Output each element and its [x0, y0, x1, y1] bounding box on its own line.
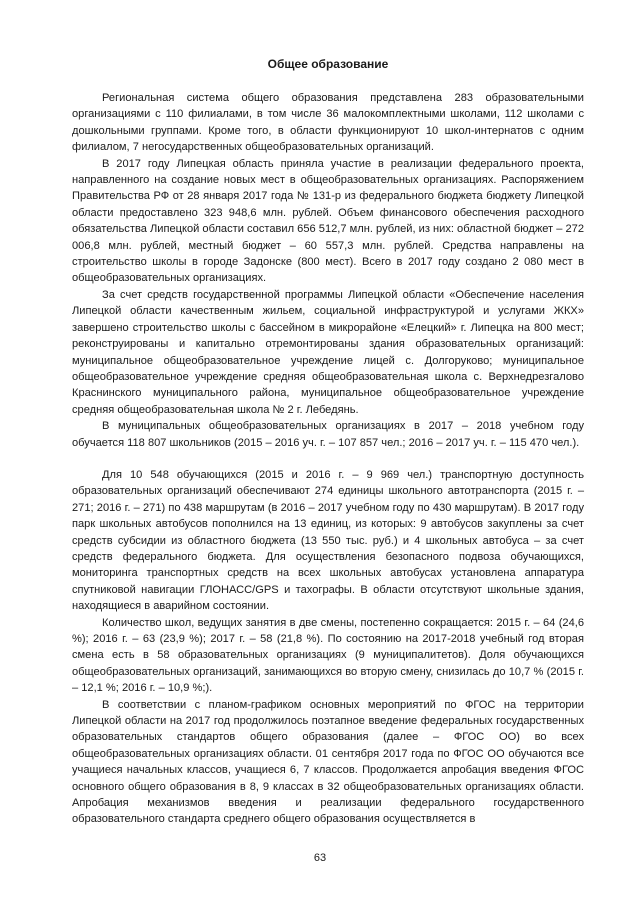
section-heading: Общее образование — [267, 57, 389, 71]
document-page — [72, 56, 584, 856]
paragraph-state-program: За счет средств государственной программы Липецкой области «Обеспечение населения Липецкой области качественным жильем, социальной инфраструктурой и услугами ЖКХ» завершено строительство школы с бассейном в микрорайоне «Елецкий» г. Липецка на 800 мест; реконструированы и капитально отремонтированы здания образовательных организаций: муниципальное общеобразовательное учреждение лицей с. Долгоруково; муниципальное общеобразовательное учреждение средняя общеобразовательная школа с. Верхнедрезгалово Краснинского муниципального района, муниципальное общеобразовательное учреждение средняя общеобразовательная школа № 2 г. Лебедянь. — [72, 288, 584, 416]
paragraph-fgos: В соответствии с планом-графиком основных мероприятий по ФГОС на территории Липецкой области на 2017 год продолжилось поэтапное введение федеральных государственных образовательных стандартов общего образования (далее – ФГОС ОО) во всех общеобразовательных организациях области. 01 сентября 2017 года по ФГОС ОО обучаются все учащиеся начальных классов, учащиеся 6, 7 классов. Продолжается апробация введения ФГОС основного общего образования в 8, 9 классах в 32 общеобразовательных организациях области. Апробация механизмов введения и реализации федерального государственного образовательного стандарта среднего общего образования осуществляется в — [72, 698, 584, 826]
paragraph-school-transport: Для 10 548 обучающихся (2015 и 2016 г. – 9 969 чел.) транспортную доступность образовательных организаций обеспечивают 274 единицы школьного автотранспорта (2015 г. – 271; 2016 г. – 271) по 438 маршрутам (в 2016 – 2017 учебном году по 430 маршрутам). В 2017 году парк школьных автобусов пополнился на 13 единиц, из которых: 9 автобусов закуплены за счет средств субсидии из областного бюджета (13 550 тыс. руб.) и 4 школьных автобуса – за счет средств федерального бюджета. Для осуществления безопасного подвоза обучающихся, мониторинга транспортных средств на всех школьных автобусах установлена аппаратура спутниковой навигации ГЛОНАСС/GPS и тахографы. В области отсутствуют школьные здания, находящиеся в аварийном состоянии. — [72, 468, 584, 613]
paragraph-students-count: В муниципальных общеобразовательных организациях в 2017 – 2018 учебном году обучается 118 807 школьников (2015 – 2016 уч. г. – 107 857 чел.; 2016 – 2017 уч. г. – 115 470 чел.). — [72, 420, 584, 449]
paragraph-schools-overview: Региональная система общего образования представлена 283 образовательными организациями с 110 филиалами, в том числе 36 малокомплектными школами, 112 школами с дошкольными группами. Кроме того, в области функционируют 10 школ-интернатов с одним филиалом, 7 негосударственных общеобразовательных организаций. — [72, 92, 584, 154]
page-number: 63 — [313, 852, 327, 864]
paragraph-federal-project: В 2017 году Липецкая область приняла участие в реализации федерального проекта, направленного на создание новых мест в общеобразовательных организациях. Распоряжением Правительства РФ от 28 января 2017 года № 131-р из федерального бюджета бюджету Липецкой области предоставлено 323 948,6 млн. рублей. Объем финансового обеспечения расходного обязательства Липецкой области составил 656 512,7 млн. рублей, из них: областной бюджет – 272 006,8 млн. рублей, местный бюджет – 60 557,3 млн. рублей. Средства направлены на строительство школы в городе Задонске (800 мест). Всего в 2017 году создано 2 080 мест в общеобразовательных организациях. — [72, 157, 584, 285]
paragraph-two-shifts: Количество школ, ведущих занятия в две смены, постепенно сокращается: 2015 г. – 64 (24,6 %); 2016 г. – 63 (23,9 %); 2017 г. – 58 (21,8 %). По состоянию на 2017-2018 учебный год вторая смена есть в 58 образовательных организациях (9 муниципалитетов). Доля обучающихся общеобразовательных организаций, занимающихся во вторую смену, снизилась до 10,7 % (2015 г. – 12,1 %; 2016 г. – 10,9 %;). — [72, 616, 584, 695]
